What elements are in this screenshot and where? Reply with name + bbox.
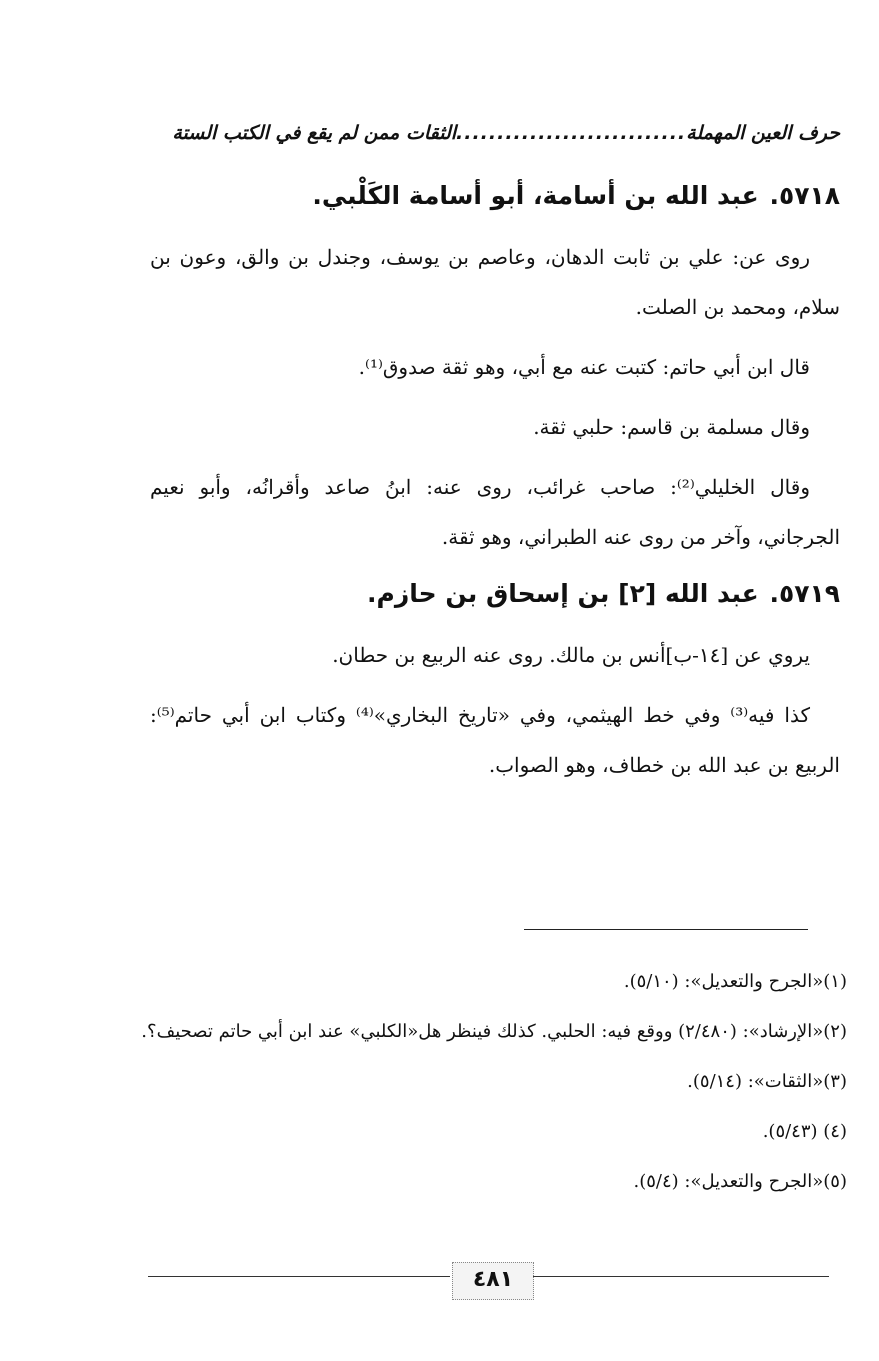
paragraph: وقال مسلمة بن قاسم: حلبي ثقة. — [533, 415, 810, 439]
main-text — [150, 168, 840, 800]
footer-rule-right — [533, 1276, 829, 1277]
paragraph: قال ابن أبي حاتم: كتبت عنه مع أبي، وهو ثقة صدوق⁽¹⁾. — [358, 355, 810, 379]
header-book-title: الثقات ممن لم يقع في الكتب الستة — [172, 122, 457, 144]
paragraph: يروي عن [١٤-ب]أنس بن مالك. روى عنه الربيع بن حطان. — [332, 643, 810, 667]
paragraph: وقال الخليلي⁽²⁾: صاحب غرائب، روى عنه: ابنُ صاعد وأقرانُه، وأبو نعيم الجرجاني، وآخر من روى عنه الطبراني، وهو ثقة. — [150, 475, 840, 549]
running-header — [170, 116, 840, 150]
footnote-separator — [524, 929, 808, 930]
header-chapter-title: حرف العين المهملة — [686, 122, 840, 144]
footnote: (٣)«الثقات»: (٥/١٤). — [687, 1071, 847, 1092]
entry-heading: عبد الله [٢] بن إسحاق بن حازم. — [367, 579, 759, 608]
paragraph: روى عن: علي بن ثابت الدهان، وعاصم بن يوسف، وجندل بن والق، وعون بن سلام، ومحمد بن الصلت. — [150, 245, 840, 319]
footnotes — [135, 960, 847, 1210]
entry-number: ٥٧١٩. — [769, 579, 840, 608]
entry-title — [150, 572, 840, 616]
header-dot-leader: ............................ — [456, 122, 687, 144]
footnote: (٥)«الجرح والتعديل»: (٥/٤). — [633, 1171, 847, 1192]
footnote: (١)«الجرح والتعديل»: (٥/١٠). — [623, 971, 847, 992]
entry-number: ٥٧١٨. — [769, 181, 840, 210]
footer-rule-left — [148, 1276, 450, 1277]
entry-heading: عبد الله بن أسامة، أبو أسامة الكَلْبي. — [312, 181, 759, 210]
entry-title — [150, 174, 840, 218]
paragraph: كذا فيه⁽³⁾ وفي خط الهيثمي، وفي «تاريخ البخاري»⁽⁴⁾ وكتاب ابن أبي حاتم⁽⁵⁾: الربيع بن عبد الله بن خطاف، وهو الصواب. — [150, 703, 840, 777]
footnote: (٢)«الإرشاد»: (٢/٤٨٠) ووقع فيه: الحلبي. كذلك فينظر هل«الكلبي» عند ابن أبي حاتم تصحيف؟. — [141, 1021, 847, 1042]
page-number: ٤٨١ — [452, 1262, 534, 1300]
footnote: (٤) (٥/٤٣). — [762, 1121, 847, 1142]
